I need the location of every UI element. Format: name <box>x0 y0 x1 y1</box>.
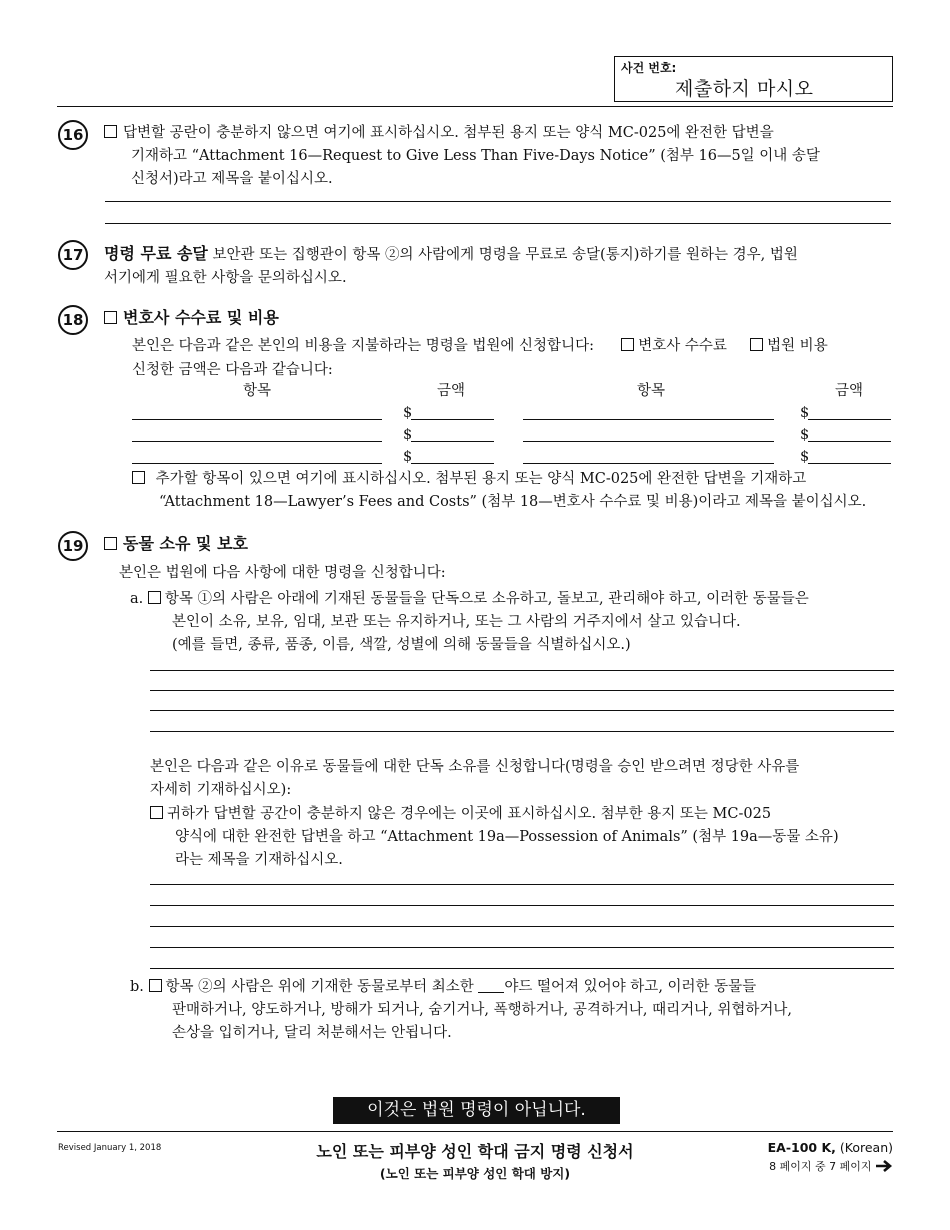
item-19a-line2: 본인이 소유, 보유, 임대, 보관 또는 유지하거나, 또는 그 사람의 거주지에서 살고 있습니다. <box>172 614 741 630</box>
item-field[interactable] <box>132 441 382 442</box>
item-17-line1: 보안관 또는 집행관이 항목 ②의 사람에게 명령을 무료로 송달(통지)하기를 원하는 경우, 법원 <box>212 247 798 263</box>
item-16-answer-line-1[interactable] <box>105 201 891 202</box>
item-16-answer-line-2[interactable] <box>105 223 891 224</box>
court-costs-checkbox[interactable] <box>750 338 763 351</box>
item-16-checkbox[interactable] <box>104 125 117 138</box>
item-17-body <box>104 242 894 290</box>
dollar-sign: $ <box>800 405 810 421</box>
item-19-space-line2: 양식에 대한 완전한 답변을 하고 “Attachment 19a—Possession of Animals” (첨부 19a—동물 소유) <box>175 829 839 845</box>
item-19b-letter: b. <box>130 979 144 995</box>
page-indicator <box>769 1158 893 1176</box>
item-18-more-line1: 추가할 항목이 있으면 여기에 표시하십시오. 첨부된 용지 또는 양식 MC-025에 완전한 답변을 기재하고 <box>155 471 807 487</box>
court-costs-label: 법원 비용 <box>767 338 828 354</box>
case-number-value: 제출하지 마시오 <box>675 78 814 100</box>
item-18-amounts-intro: 신청한 금액은 다음과 같습니다: <box>132 362 333 378</box>
form-language: (Korean) <box>839 1140 893 1155</box>
item-18-heading <box>104 306 279 331</box>
reason-line-1[interactable] <box>150 884 894 885</box>
item-17-title: 명령 무료 송달 <box>104 244 208 263</box>
dollar-sign: $ <box>403 449 413 465</box>
amount-field[interactable] <box>411 419 494 420</box>
form-title: 노인 또는 피부양 성인 학대 금지 명령 신청서 <box>316 1142 634 1161</box>
amount-field[interactable] <box>808 463 891 464</box>
form-code <box>768 1140 893 1155</box>
item-16-line1: 답변할 공란이 충분하지 않으면 여기에 표시하십시오. 첨부된 용지 또는 양식 MC-025에 완전한 답변을 <box>123 125 774 141</box>
animals-line-3[interactable] <box>150 710 894 711</box>
item-18-more-line2: “Attachment 18—Lawyer’s Fees and Costs” (첨부 18—변호사 수수료 및 비용)이라고 제목을 붙이십시오. <box>159 494 867 510</box>
reason-line-3[interactable] <box>150 926 894 927</box>
item-19-title: 동물 소유 및 보호 <box>123 534 248 553</box>
animals-line-1[interactable] <box>150 670 894 671</box>
dollar-sign: $ <box>800 427 810 443</box>
item-19-checkbox[interactable] <box>104 537 117 550</box>
item-19b-line1b: 야드 떨어져 있어야 하고, 이러한 동물들 <box>504 979 757 995</box>
col-amount-header-left: 금액 <box>437 383 466 399</box>
item-18-request-text: 본인은 다음과 같은 본인의 비용을 지불하라는 명령을 법원에 신청합니다: <box>132 338 594 354</box>
item-19-space-checkbox[interactable] <box>150 806 163 819</box>
item-18-more <box>132 468 892 514</box>
table-row <box>132 424 892 446</box>
lawyer-fees-checkbox[interactable] <box>621 338 634 351</box>
item-field[interactable] <box>523 463 774 464</box>
item-field[interactable] <box>132 463 382 464</box>
item-19-heading <box>104 532 248 557</box>
item-field[interactable] <box>132 419 382 420</box>
not-court-order-banner: 이것은 법원 명령이 아닙니다. <box>333 1097 620 1124</box>
item-18-checkbox[interactable] <box>104 311 117 324</box>
item-19-intro: 본인은 법원에 다음 사항에 대한 명령을 신청합니다: <box>119 565 446 581</box>
header-rule <box>57 106 893 107</box>
item-19-reason-line1: 본인은 다음과 같은 이유로 동물들에 대한 단독 소유를 신청합니다(명령을 승인 받으려면 정당한 사유를 <box>150 759 800 775</box>
item-19a-letter: a. <box>130 591 144 607</box>
item-19b-line1a: 항목 ②의 사람은 위에 기재한 동물로부터 최소한 <box>165 979 474 995</box>
item-19-reason <box>150 756 895 802</box>
revised-date: Revised January 1, 2018 <box>58 1143 162 1153</box>
footer-rule <box>57 1131 893 1132</box>
item-16-body <box>104 122 894 191</box>
dollar-sign: $ <box>403 427 413 443</box>
item-19a-checkbox[interactable] <box>148 591 161 604</box>
form-code-number: EA-100 K, <box>767 1140 836 1155</box>
amount-field[interactable] <box>411 441 494 442</box>
item-16-line2: 기재하고 “Attachment 16—Request to Give Less Than Five-Days Notice” (첨부 16—5일 이내 송달 <box>131 148 820 164</box>
item-18-number: 18 <box>58 305 88 335</box>
reason-line-5[interactable] <box>150 968 894 969</box>
item-19-space-line3: 라는 제목을 기재하십시오. <box>175 852 343 868</box>
dollar-sign: $ <box>800 449 810 465</box>
reason-line-2[interactable] <box>150 905 894 906</box>
item-18-more-checkbox[interactable] <box>132 471 145 484</box>
item-19-number: 19 <box>58 531 88 561</box>
page-text: 8 페이지 중 7 페이지 <box>769 1160 872 1173</box>
form-subtitle: (노인 또는 피부양 성인 학대 방지) <box>379 1166 571 1181</box>
item-field[interactable] <box>523 441 774 442</box>
item-18-title: 변호사 수수료 및 비용 <box>123 308 279 327</box>
col-item-header-left: 항목 <box>243 383 272 399</box>
item-19b-checkbox[interactable] <box>149 979 162 992</box>
animals-line-4[interactable] <box>150 731 894 732</box>
table-row <box>132 446 892 468</box>
case-number-box <box>614 56 893 102</box>
item-19a-line3: (예를 들면, 종류, 품종, 이름, 색깔, 성별에 의해 동물들을 식별하십시오.) <box>172 637 631 653</box>
item-17-line2: 서기에게 필요한 사항을 문의하십시오. <box>104 270 347 286</box>
amount-field[interactable] <box>411 463 494 464</box>
fee-table <box>132 402 892 468</box>
animals-line-2[interactable] <box>150 690 894 691</box>
item-19b-body <box>130 976 900 1045</box>
amount-field[interactable] <box>808 441 891 442</box>
item-16-number: 16 <box>58 120 88 150</box>
col-item-header-right: 항목 <box>637 383 666 399</box>
item-19-space <box>150 803 895 872</box>
item-19b-line3: 손상을 입히거나, 달리 처분해서는 안됩니다. <box>172 1025 452 1041</box>
yards-field[interactable] <box>478 978 504 993</box>
item-field[interactable] <box>523 419 774 420</box>
arrow-right-icon <box>875 1159 893 1176</box>
item-18-request <box>132 335 892 358</box>
table-row <box>132 402 892 424</box>
item-19a-line1: 항목 ①의 사람은 아래에 기재된 동물들을 단독으로 소유하고, 돌보고, 관리해야 하고, 이러한 동물들은 <box>164 591 809 607</box>
item-16-line3: 신청서)라고 제목을 붙이십시오. <box>131 171 333 187</box>
item-19-space-line1: 귀하가 답변할 공간이 충분하지 않은 경우에는 이곳에 표시하십시오. 첨부한 용지 또는 MC-025 <box>167 806 772 822</box>
item-17-number: 17 <box>58 240 88 270</box>
reason-line-4[interactable] <box>150 947 894 948</box>
item-19a-body <box>130 588 900 657</box>
item-19-reason-line2: 자세히 기재하십시오): <box>150 782 292 798</box>
amount-field[interactable] <box>808 419 891 420</box>
case-number-label: 사건 번호: <box>621 61 677 75</box>
dollar-sign: $ <box>403 405 413 421</box>
item-19b-line2: 판매하거나, 양도하거나, 방해가 되거나, 숨기거나, 폭행하거나, 공격하거나, 때리거나, 위협하거나, <box>172 1002 793 1018</box>
col-amount-header-right: 금액 <box>835 383 864 399</box>
lawyer-fees-label: 변호사 수수료 <box>638 338 727 354</box>
